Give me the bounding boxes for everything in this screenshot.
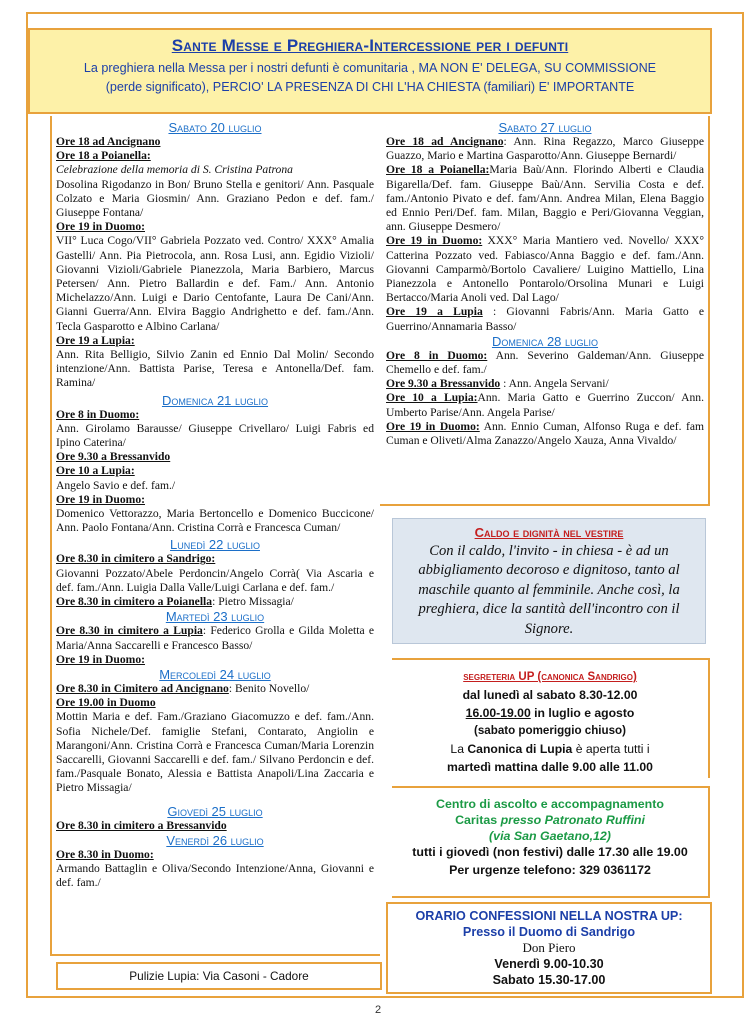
office-hours-line: martedì mattina dalle 9.00 alle 11.00 xyxy=(447,760,653,774)
celebration-note: Celebrazione della memoria di S. Cristina Patrona xyxy=(56,163,293,177)
intentions-text: Maria Baù/Ann. Florindo Alberti e Claudia Bigarella/Def. fam. Giuseppe Baù/Ann. Servilia Costa e def. fam./Antonio Pivato e def. fam/Ann. Andrea Milan, Elena Baggio ed Ennio Peri/Def. fam. Milan, Baggio e Peri/Giovanna Veggian, ann. Giuseppe Desmero/ xyxy=(386,163,705,234)
day-heading: Mercoledì 24 luglio xyxy=(159,666,271,682)
mass-time: Ore 18 a Poianella: xyxy=(386,163,490,177)
center-phone: Per urgenze telefono: 329 0361172 xyxy=(449,863,651,877)
day-heading: Lunedì 22 luglio xyxy=(170,537,260,553)
day-heading: Sabato 27 luglio xyxy=(498,120,592,135)
left-column xyxy=(56,120,374,890)
listening-center-box xyxy=(392,786,710,898)
day-heading: Sabato 20 luglio xyxy=(168,120,262,135)
intentions-text: Ann. Maria Gatto e Guerrino Zuccon/ Ann. Umberto Parise/Ann. Angela Parise/ xyxy=(386,391,704,419)
confessions-hours: Venerdì 9.00-10.30 xyxy=(494,957,604,971)
office-title: segreteria UP (canonica Sandrigo) xyxy=(463,671,637,683)
mass-time: Ore 10 a Lupia: xyxy=(386,391,478,405)
mass-time: Ore 19 in Duomo: xyxy=(386,419,480,433)
mass-time: Ore 9.30 a Bressanvido xyxy=(386,377,501,391)
confessions-title: ORARIO CONFESSIONI NELLA NOSTRA UP: xyxy=(415,909,683,923)
confessions-priest: Don Piero xyxy=(522,940,576,955)
header-note xyxy=(36,59,704,97)
dress-code-title: Caldo e dignità nel vestire xyxy=(474,525,624,540)
mass-time: Ore 8.30 in cimitero a Poianella xyxy=(56,595,213,609)
intentions-text: XXX° Maria Mantiero ved. Novello/ XXX° Catterina Pozzato ved. Fabiasco/Anna Baggio e def. fam./Ann. Giovanni Camparmò/Bortolo Cavaliere/ Luigino Mattiello, Lina Pianezzola e Antonello Pontarolo/Orsolina Munari e Luigi Bertacco/Maria Anoli ved. Dal Lago/ xyxy=(386,234,704,305)
mass-time: Ore 19 in Duomo: xyxy=(386,234,483,248)
intentions-text: Dosolina Rigodanzo in Bon/ Bruno Stella e genitori/ Ann. Pasquale Colzato e Maria Giosmin/ Ann. Graziano Pedon e def. fam./ Giuseppe Fontana/ xyxy=(56,177,374,220)
header-note-line2: (perde significato), PERCIO' LA PRESENZA DI CHI L'HA CHIESTA (familiari) E' IMPORTANTE xyxy=(105,80,635,94)
intentions-text: VII° Luca Cogo/VII° Gabriela Pozzato ved. Contro/ XXX° Amalia Gastelli/ Ann. Pia Pietrocola, ann. Rosa Lusi, ann. Egidio Vizioli/ Giovanni Vizioli/Gabriele Pianezzola, Maria Barbiero, Marcus Petersen/ Ann. Pietro Ballardin e def. Fam./ Ann. Antonio Michelazzo/Ann. Luigi e Dario Centofante, Laura De Cani/Ann. Gianni Guerra/Ann. Elvira Baggio Andrighetto e def. fam./Ann. Tecla Gasparotto e Albino Carlana/ xyxy=(56,234,374,333)
day-heading: Venerdì 26 luglio xyxy=(166,832,264,848)
center-address: (via San Gaetano,12) xyxy=(489,829,611,843)
mass-time: Ore 8.30 in cimitero a Lupia xyxy=(56,624,203,638)
right-column xyxy=(386,120,704,448)
office-hours-line: 16.00-19.00 xyxy=(465,706,531,720)
office-hours-line: Canonica di Lupia xyxy=(467,742,573,756)
center-line: Caritas xyxy=(455,813,501,827)
office-hours-line: La xyxy=(450,742,468,756)
center-title: Centro di ascolto e accompagnamento xyxy=(436,797,664,811)
page-title: Sante Messe e Preghiera-Intercessione per i defunti xyxy=(171,36,569,55)
intentions-text: : Pietro Missagia/ xyxy=(212,595,294,609)
mass-time: Ore 18 a Poianella: xyxy=(56,149,151,163)
mass-time: Ore 19 in Duomo: xyxy=(56,652,145,666)
mass-time: Ore 19 a Lupia: xyxy=(56,333,135,347)
center-line: presso Patronato Ruffini xyxy=(500,813,645,827)
day-heading: Martedì 23 luglio xyxy=(165,609,265,625)
page-header xyxy=(28,28,712,114)
intentions-text: : Federico Grolla e Gilda Moletta e Maria/Anna Saccarelli e Francesco Basso/ xyxy=(56,624,375,652)
mass-time: Ore 19 in Duomo: xyxy=(56,492,145,506)
header-note-line1: La preghiera nella Messa per i nostri defunti è comunitaria , MA NON E' DELEGA, SU COMMISSIONE xyxy=(83,61,657,75)
intentions-text: Ann. Severino Galdeman/Ann. Giuseppe Chemello e def. fam./ xyxy=(386,348,704,377)
day-heading: Giovedì 25 luglio xyxy=(167,803,263,819)
intentions-text: : Benito Novello/ xyxy=(228,681,310,695)
cleaning-notice: Pulizie Lupia: Via Casoni - Cadore xyxy=(56,962,382,990)
mass-time: Ore 19.00 in Duomo xyxy=(56,696,156,710)
mass-time: Ore 9.30 a Bressanvido xyxy=(56,450,171,464)
confessions-hours: Sabato 15.30-17.00 xyxy=(492,973,606,987)
mass-time: Ore 8 in Duomo: xyxy=(56,407,140,421)
dress-code-text: Con il caldo, l'invito - in chiesa - è ad un abbigliamento decoroso e dignitoso, tanto al maschile quanto al femminile. Anche così, la preghiera, dice la santità dell'incontro con il Signore. xyxy=(418,543,680,637)
intentions-text: Angelo Savio e def. fam./ xyxy=(56,478,176,492)
mass-time: Ore 18 ad Ancignano xyxy=(386,135,504,148)
office-hours-box xyxy=(392,658,710,778)
dress-code-notice xyxy=(392,518,706,644)
intentions-text: : Ann. Rina Regazzo, Marco Giuseppe Guazzo, Mario e Martina Gasparotto/Ann. Giuseppe Bernardi/ xyxy=(386,135,704,163)
intentions-text: Mottin Maria e def. Fam./Graziano Giacomuzzo e def. fam./Ann. Sofia Nichele/Def. famiglie Stefani, Contarato, Angiolin e Marangoni/Ann. Cristina Corrà e Francesca Cuman/Maria Lorenzin Saccarelli, Giovanni Saccarelli e def. fam./ Silvano Perdoncin e def. fam./Pasquale Bonato, Alessia e Battista Anapoli/Lina Zaccaria e Pietro Missagia/ xyxy=(56,710,374,795)
intentions-text: Domenico Vettorazzo, Maria Bertoncello e Domenico Buccicone/ Ann. Paolo Fontana/Ann. Cristina Corrà e Francesca Cuman/ xyxy=(56,507,374,535)
office-hours-line: dal lunedì al sabato 8.30-12.00 xyxy=(462,688,638,702)
office-hours-line: in luglio e agosto xyxy=(530,706,635,720)
intentions-text: Giovanni Pozzato/Abele Perdoncin/Angelo Corrà( Via Ascaria e def. fam./Ann. Luigia Dalla Valle/Luigi Carlana e def. fam./ xyxy=(56,566,374,594)
intentions-text: Ann. Rita Belligio, Silvio Zanin ed Ennio Dal Molin/ Secondo intenzione/Ann. Battista Parise, Teresa e Antonella/Def. fam. Ramina/ xyxy=(56,348,374,390)
intentions-text: Armando Battaglin e Oliva/Secondo Intenzione/Anna, Giovanni e def. fam./ xyxy=(56,861,374,890)
confessions-box xyxy=(386,902,712,994)
confessions-place: Presso il Duomo di Sandrigo xyxy=(462,925,636,939)
mass-time: Ore 19 in Duomo: xyxy=(56,220,145,234)
mass-time: Ore 19 a Lupia xyxy=(386,305,483,319)
intentions-text: : Ann. Angela Servani/ xyxy=(500,377,609,391)
office-hours-line: (sabato pomeriggio chiuso) xyxy=(473,724,626,737)
mass-time: Ore 8.30 in cimitero a Sandrigo: xyxy=(56,552,216,566)
mass-time: Ore 8.30 in Duomo: xyxy=(56,847,154,861)
office-hours-line: è aperta tutti i xyxy=(572,742,650,756)
page-number: 2 xyxy=(374,1004,382,1016)
mass-time: Ore 8.30 in cimitero a Bressanvido xyxy=(56,818,227,832)
intentions-text: Ann. Girolamo Barausse/ Giuseppe Crivellaro/ Luigi Fabris ed Ipino Caterina/ xyxy=(56,421,374,450)
center-hours: tutti i giovedì (non festivi) dalle 17.30 alle 19.00 xyxy=(412,845,688,859)
mass-time: Ore 10 a Lupia: xyxy=(56,464,135,478)
day-heading: Domenica 21 luglio xyxy=(161,392,269,408)
mass-time: Ore 8.30 in Cimitero ad Ancignano xyxy=(56,681,229,695)
mass-time: Ore 8 in Duomo: xyxy=(386,348,488,362)
mass-time: Ore 18 ad Ancignano xyxy=(56,135,161,148)
day-heading: Domenica 28 luglio xyxy=(491,333,599,349)
intentions-text: Ann. Ennio Cuman, Alfonso Ruga e def. fam Cuman e Oliveti/Alma Zanazzo/Angelo Xauza, Anna Vivaldo/ xyxy=(386,419,704,448)
intentions-text: : Giovanni Fabris/Ann. Maria Gatto e Guerrino/Annamaria Basso/ xyxy=(386,305,704,333)
